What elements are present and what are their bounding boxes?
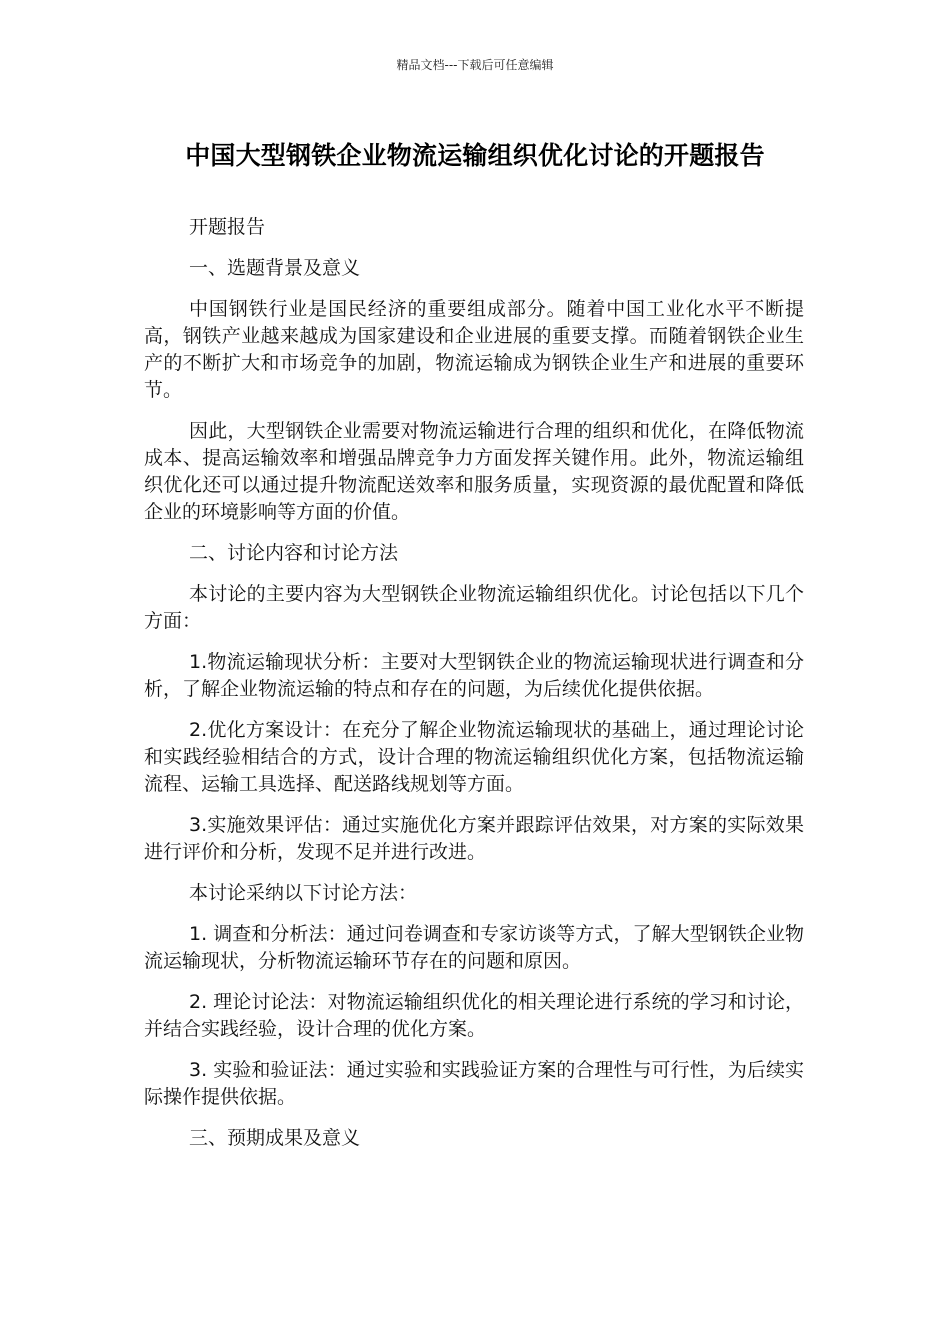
section-heading-content-methods: 二、讨论内容和讨论方法 xyxy=(189,542,399,564)
paragraph-significance: 因此，大型钢铁企业需要对物流运输进行合理的组织和优化，在降低物流成本、提高运输效率和增强品牌竞争力方面发挥关键作用。此外，物流运输组织优化还可以通过提升物流配送效率和服务质量，实现资源的最优配置和降低企业的环境影响等方面的价值。 xyxy=(144,420,804,523)
list-item-content-2: 2.优化方案设计：在充分了解企业物流运输现状的基础上，通过理论讨论和实践经验相结合的方式，设计合理的物流运输组织优化方案，包括物流运输流程、运输工具选择、配送路线规划等方面。 xyxy=(144,719,804,795)
list-item-method-3: 3. 实验和验证法：通过实验和实践验证方案的合理性与可行性，为后续实际操作提供依据。 xyxy=(144,1059,804,1108)
header-note: 精品文档---下载后可任意编辑 xyxy=(396,58,554,72)
list-item-content-1: 1.物流运输现状分析：主要对大型钢铁企业的物流运输现状进行调查和分析，了解企业物流运输的特点和存在的问题，为后续优化提供依据。 xyxy=(144,651,804,700)
paragraph-report-label: 开题报告 xyxy=(189,216,266,238)
document-title: 中国大型钢铁企业物流运输组织优化讨论的开题报告 xyxy=(185,141,765,170)
paragraph-methods-intro: 本讨论采纳以下讨论方法： xyxy=(189,882,418,904)
document-body xyxy=(144,214,804,1166)
list-item-method-2: 2. 理论讨论法：对物流运输组织优化的相关理论进行系统的学习和讨论，并结合实践经验，设计合理的优化方案。 xyxy=(144,991,804,1040)
section-heading-background: 一、选题背景及意义 xyxy=(189,257,361,279)
paragraph-background: 中国钢铁行业是国民经济的重要组成部分。随着中国工业化水平不断提高，钢铁产业越来越成为国家建设和企业进展的重要支撑。而随着钢铁企业生产的不断扩大和市场竞争的加剧，物流运输成为钢铁企业生产和进展的重要环节。 xyxy=(144,298,804,401)
paragraph-content-intro: 本讨论的主要内容为大型钢铁企业物流运输组织优化。讨论包括以下几个方面： xyxy=(144,583,804,632)
list-item-method-1: 1. 调查和分析法：通过问卷调查和专家访谈等方式，了解大型钢铁企业物流运输现状，分析物流运输环节存在的问题和原因。 xyxy=(144,923,804,972)
list-item-content-3: 3.实施效果评估：通过实施优化方案并跟踪评估效果，对方案的实际效果进行评价和分析，发现不足并进行改进。 xyxy=(144,814,804,863)
section-heading-expected-results: 三、预期成果及意义 xyxy=(189,1127,361,1149)
